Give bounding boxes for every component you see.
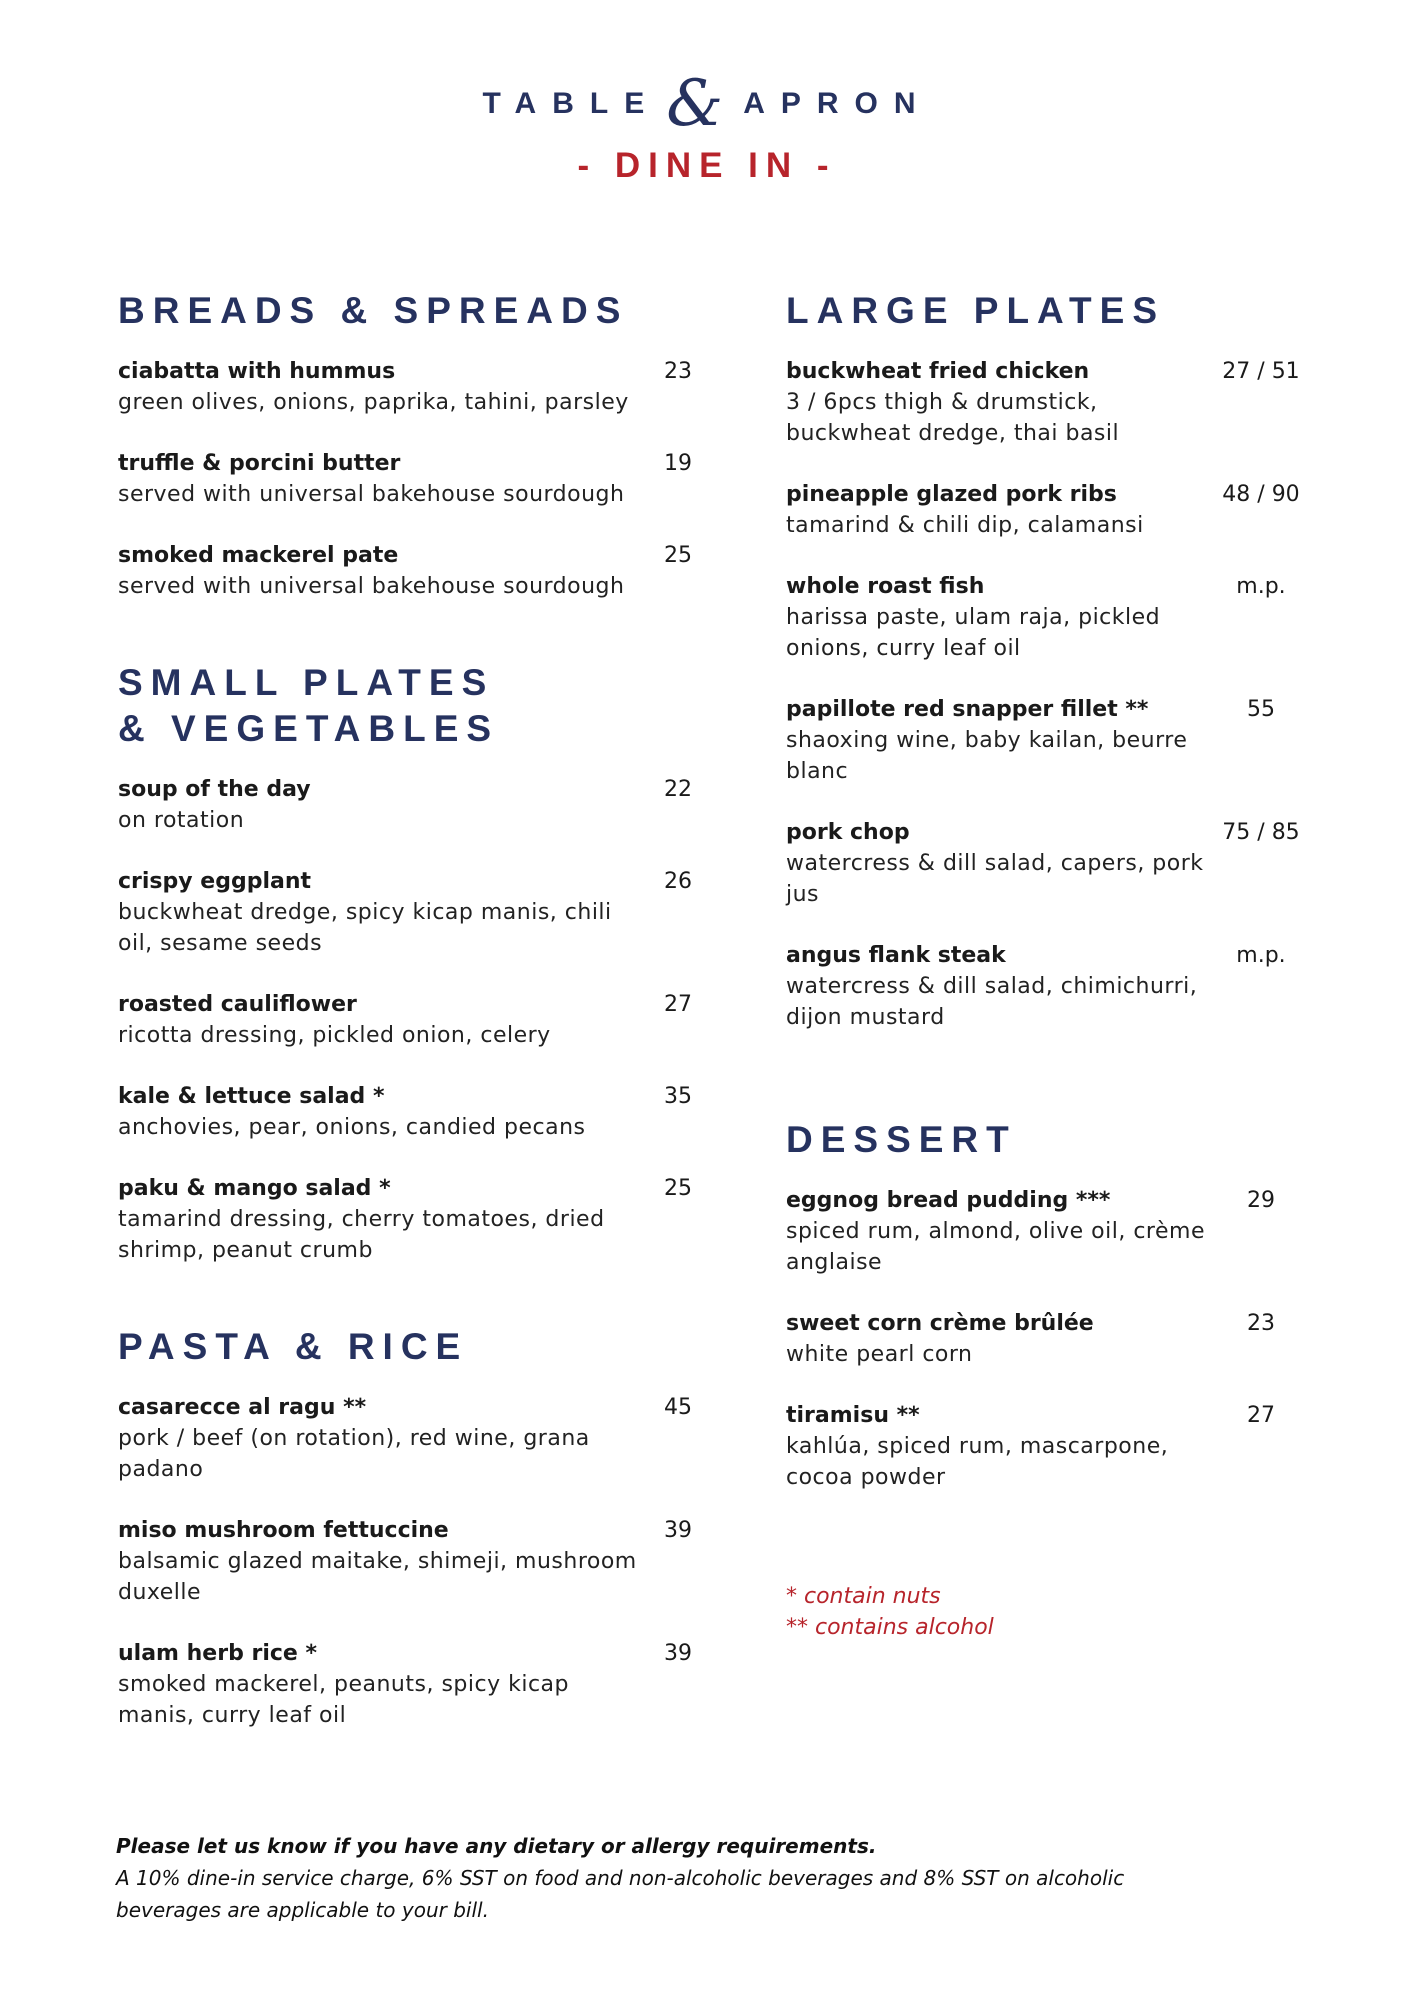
section-title: BREADS & SPREADS <box>118 290 629 331</box>
section-title-line1: SMALL PLATES <box>118 662 495 703</box>
item-name: paku & mango salad * <box>118 1176 391 1201</box>
item-name: pork chop <box>786 820 910 845</box>
item-name: buckwheat fried chicken <box>786 359 1090 384</box>
item-price: 55 <box>1247 697 1275 722</box>
menu-item <box>118 1392 692 1485</box>
section-dessert <box>786 1117 1316 1493</box>
item-price: 75 / 85 <box>1222 820 1300 845</box>
menu-header <box>0 67 1414 186</box>
item-price: m.p. <box>1236 574 1286 599</box>
section-small-plates <box>118 660 692 1266</box>
section-breads-spreads <box>118 288 692 602</box>
item-desc: 3 / 6pcs thigh & drumstick, buckwheat dredge, thai basil <box>786 390 1120 446</box>
item-desc: spiced rum, almond, olive oil, crème anglaise <box>786 1219 1205 1275</box>
item-name: miso mushroom fettuccine <box>118 1518 449 1543</box>
item-name: truffle & porcini butter <box>118 451 401 476</box>
menu-item <box>786 694 1316 787</box>
item-name: angus flank steak <box>786 943 1006 968</box>
section-title-line2: & VEGETABLES <box>118 708 500 749</box>
item-name: casarecce al ragu ** <box>118 1395 367 1420</box>
menu-item <box>786 940 1316 1033</box>
item-desc: served with universal bakehouse sourdough <box>118 574 625 599</box>
footer <box>116 1830 1216 1926</box>
item-price: 26 <box>664 869 692 894</box>
item-desc: tamarind dressing, cherry tomatoes, dried shrimp, peanut crumb <box>118 1207 605 1263</box>
brand-ampersand: & <box>666 67 724 141</box>
item-desc: green olives, onions, paprika, tahini, parsley <box>118 390 629 415</box>
item-price: 25 <box>664 543 692 568</box>
item-name: roasted cauliflower <box>118 992 357 1017</box>
section-pasta-rice <box>118 1324 692 1731</box>
section-title: DESSERT <box>786 1119 1017 1160</box>
item-desc: anchovies, pear, onions, candied pecans <box>118 1115 586 1140</box>
item-price: 27 <box>1247 1403 1275 1428</box>
item-desc: pork / beef (on rotation), red wine, grana padano <box>118 1426 590 1482</box>
menu-item <box>118 540 692 602</box>
item-name: sweet corn crème brûlée <box>786 1311 1094 1336</box>
item-desc: shaoxing wine, baby kailan, beurre blanc <box>786 728 1188 784</box>
item-price: 23 <box>664 359 692 384</box>
brand-logo <box>0 67 1414 141</box>
menu-item <box>118 774 692 836</box>
item-price: 27 / 51 <box>1222 359 1300 384</box>
item-price: 22 <box>664 777 692 802</box>
menu-item <box>786 1308 1316 1370</box>
item-desc: buckwheat dredge, spicy kicap manis, chili oil, sesame seeds <box>118 900 612 956</box>
item-price: 45 <box>664 1395 692 1420</box>
item-price: 19 <box>664 451 692 476</box>
menu-item <box>786 817 1316 910</box>
menu-item <box>118 356 692 418</box>
menu-item <box>786 1400 1316 1493</box>
menu-item <box>118 448 692 510</box>
item-desc: served with universal bakehouse sourdough <box>118 482 625 507</box>
item-price: 29 <box>1247 1188 1275 1213</box>
menu-item <box>118 1081 692 1143</box>
item-name: papillote red snapper fillet ** <box>786 697 1149 722</box>
right-column <box>786 288 1316 1643</box>
item-desc: on rotation <box>118 808 245 833</box>
dietary-notes <box>786 1581 1316 1643</box>
note-alcohol: ** contains alcohol <box>786 1615 994 1640</box>
item-desc: harissa paste, ulam raja, pickled onions, curry leaf oil <box>786 605 1161 661</box>
menu-item <box>118 1515 692 1608</box>
item-price: 48 / 90 <box>1222 482 1300 507</box>
item-desc: watercress & dill salad, capers, pork jus <box>786 851 1204 907</box>
item-name: tiramisu ** <box>786 1403 920 1428</box>
section-title: PASTA & RICE <box>118 1326 469 1367</box>
item-price: 25 <box>664 1176 692 1201</box>
menu-subtitle: - DINE IN - <box>577 146 837 185</box>
section-title: LARGE PLATES <box>786 290 1165 331</box>
menu-item <box>118 866 692 959</box>
item-desc: white pearl corn <box>786 1342 973 1367</box>
brand-left: TABLE <box>482 87 661 120</box>
item-price: 27 <box>664 992 692 1017</box>
brand-right: APRON <box>743 87 932 120</box>
item-price: m.p. <box>1236 943 1286 968</box>
menu-item <box>786 356 1316 449</box>
menu-item <box>118 989 692 1051</box>
menu-item <box>118 1638 692 1731</box>
menu-item <box>786 571 1316 664</box>
item-price: 23 <box>1247 1311 1275 1336</box>
item-price: 39 <box>664 1518 692 1543</box>
item-name: kale & lettuce salad * <box>118 1084 385 1109</box>
item-desc: kahlúa, spiced rum, mascarpone, cocoa powder <box>786 1434 1169 1490</box>
item-desc: smoked mackerel, peanuts, spicy kicap manis, curry leaf oil <box>118 1672 569 1728</box>
section-large-plates <box>786 288 1316 1033</box>
item-name: ulam herb rice * <box>118 1641 317 1666</box>
item-name: whole roast fish <box>786 574 985 599</box>
item-desc: ricotta dressing, pickled onion, celery <box>118 1023 551 1048</box>
item-price: 39 <box>664 1641 692 1666</box>
item-desc: balsamic glazed maitake, shimeji, mushroom duxelle <box>118 1549 637 1605</box>
note-nuts: * contain nuts <box>786 1584 941 1609</box>
footer-service-charge: A 10% dine-in service charge, 6% SST on food and non-alcoholic beverages and 8% SST on alcoholic beverages are applicable to your bill. <box>116 1866 1125 1922</box>
item-name: eggnog bread pudding *** <box>786 1188 1111 1213</box>
item-name: soup of the day <box>118 777 311 802</box>
section-title <box>118 660 692 752</box>
footer-dietary-line: Please let us know if you have any dietary or allergy requirements. <box>116 1834 877 1858</box>
item-desc: watercress & dill salad, chimichurri, dijon mustard <box>786 974 1198 1030</box>
item-name: crispy eggplant <box>118 869 312 894</box>
item-desc: tamarind & chili dip, calamansi <box>786 513 1144 538</box>
menu-item <box>786 1185 1316 1278</box>
item-price: 35 <box>664 1084 692 1109</box>
menu-item <box>786 479 1316 541</box>
item-name: pineapple glazed pork ribs <box>786 482 1117 507</box>
item-name: smoked mackerel pate <box>118 543 399 568</box>
menu-item <box>118 1173 692 1266</box>
item-name: ciabatta with hummus <box>118 359 396 384</box>
left-column <box>118 288 692 1761</box>
